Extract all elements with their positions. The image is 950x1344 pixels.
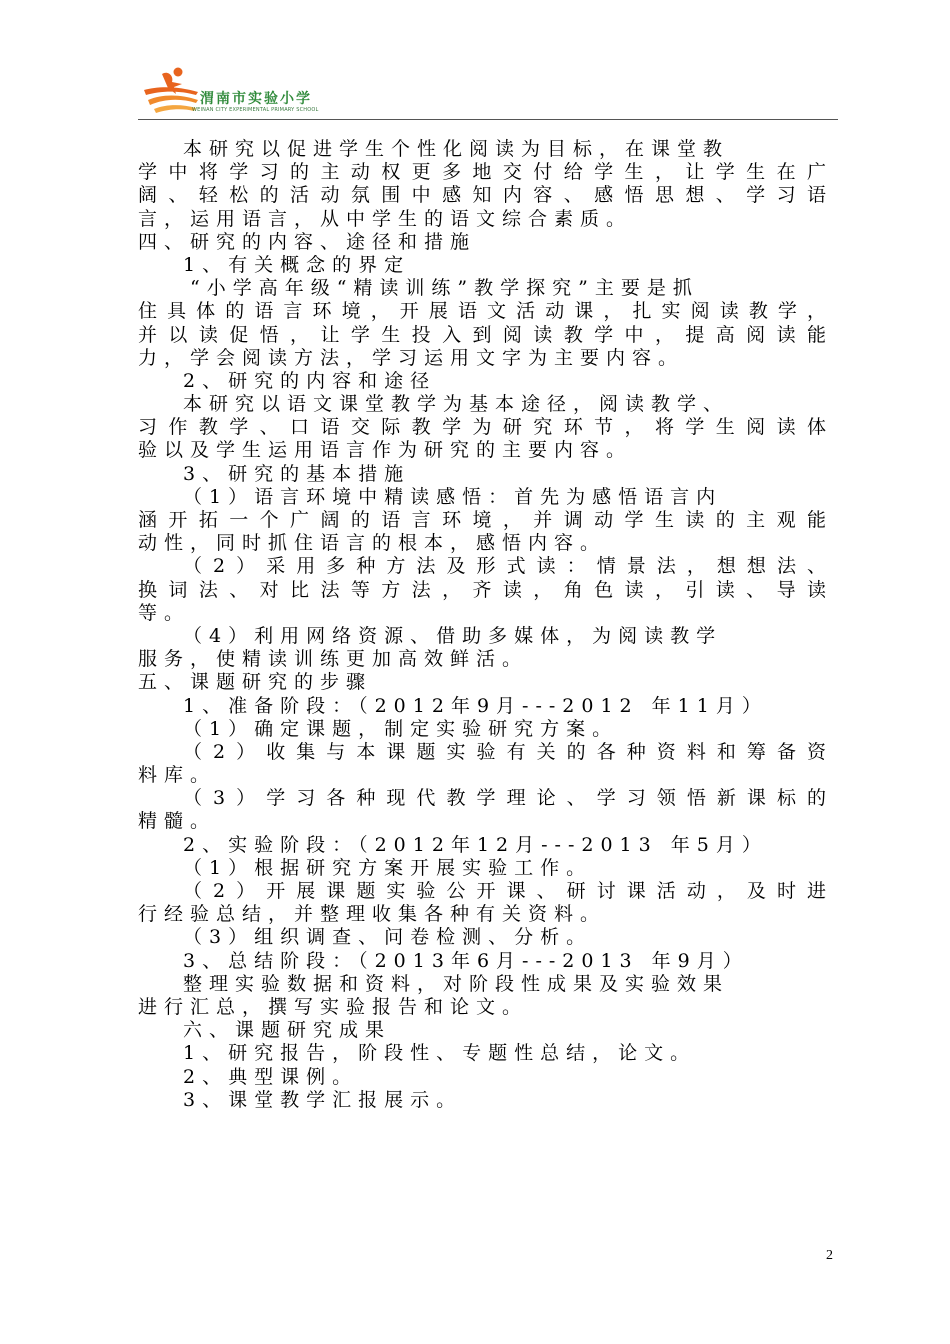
text-line: （1）确定课题，制定实验研究方案。 [183,717,619,740]
text-line: 五、课题研究的步骤 [138,671,373,694]
text-line: 换词法、对比法等方法，齐读，角色读，引读、导读 [138,578,833,601]
text-line: 言，运用语言，从中学生的语文综合素质。 [138,207,633,230]
text-line: （2）收集与本课题实验有关的各种资料和筹备资 [183,740,833,763]
text-line: 力，学会阅读方法，学习运用文字为主要内容。 [138,346,685,369]
text-line: 等。 [138,601,191,624]
document-body [138,138,833,1112]
text-line: （1）根据研究方案开展实验工作。 [183,856,593,879]
text-line: 3、总结阶段：（2013年6月---2013 年9月） [183,949,749,972]
page-number: 2 [826,1248,833,1263]
text-line: 3、课堂教学汇报展示。 [183,1088,463,1111]
text-line: （2）采用多种方法及形式读：情景法，想想法、 [183,555,833,578]
text-line: 2、研究的内容和途径 [183,369,437,392]
text-line: （4）利用网络资源、借助多媒体，为阅读教学 [183,624,723,647]
text-line: 行经验总结，并整理收集各种有关资料。 [138,903,607,926]
text-line: （3）学习各种现代教学理论、学习领悟新课标的 [183,787,833,810]
text-line: 精髓。 [138,810,217,833]
text-line: （3）组织调查、问卷检测、分析。 [183,926,593,949]
text-line: 学中将学习的主动权更多地交付给学生，让学生在广 [138,161,833,184]
text-line: 1、有关概念的界定 [183,253,411,276]
text-line: 服务，使精读训练更加高效鲜活。 [138,648,529,671]
text-line: 六、课题研究成果 [183,1019,392,1042]
text-line: 2、实验阶段：（2012年12月---2013 年5月） [183,833,768,856]
text-line: 本研究以语文课堂教学为基本途径，阅读教学、 [183,393,730,416]
text-line: “小学高年级“精读训练”教学探究”主要是抓 [190,277,699,300]
text-line: 阔、轻松的活动氛围中感知内容、感悟思想、学习语 [138,184,833,207]
text-line: （2）开展课题实验公开课、研讨课活动，及时进 [183,880,833,902]
text-line: 验以及学生运用语言作为研究的主要内容。 [138,439,633,462]
text-line: 整理实验数据和资料，对阶段性成果及实验效果 [183,972,730,995]
text-line: 涵开拓一个广阔的语言环境，并调动学生读的主观能 [138,509,833,531]
text-line: 2、典型课例。 [183,1065,359,1088]
text-line: 四、研究的内容、途径和措施 [138,230,477,253]
text-line: 习作教学、口语交际教学为研究环节，将学生阅读体 [138,416,833,439]
text-line: 1、研究报告，阶段性、专题性总结，论文。 [183,1042,697,1065]
school-name-cn: 渭南市实验小学 [200,91,312,107]
page-header [138,60,838,122]
text-line: 3、研究的基本措施 [183,462,411,485]
text-line: 动性，同时抓住语言的根本，感悟内容。 [138,532,607,555]
text-line: 本研究以促进学生个性化阅读为目标，在课堂教 [183,138,730,160]
header-rule [138,119,838,120]
school-name-en: WEINAN CITY EXPERIMENTAL PRIMARY SCHOOL [192,107,319,113]
text-line: 住具体的语言环境，开展语文活动课，扎实阅读教学， [138,300,833,323]
text-line: 进行汇总，撰写实验报告和论文。 [138,995,529,1018]
text-line: （1）语言环境中精读感悟：首先为感悟语言内 [183,485,723,508]
text-line: 1、准备阶段：（2012年9月---2012 年11月） [183,694,768,717]
text-line: 料库。 [138,764,217,787]
text-line: 并以读促悟，让学生投入到阅读教学中，提高阅读能 [138,323,833,346]
